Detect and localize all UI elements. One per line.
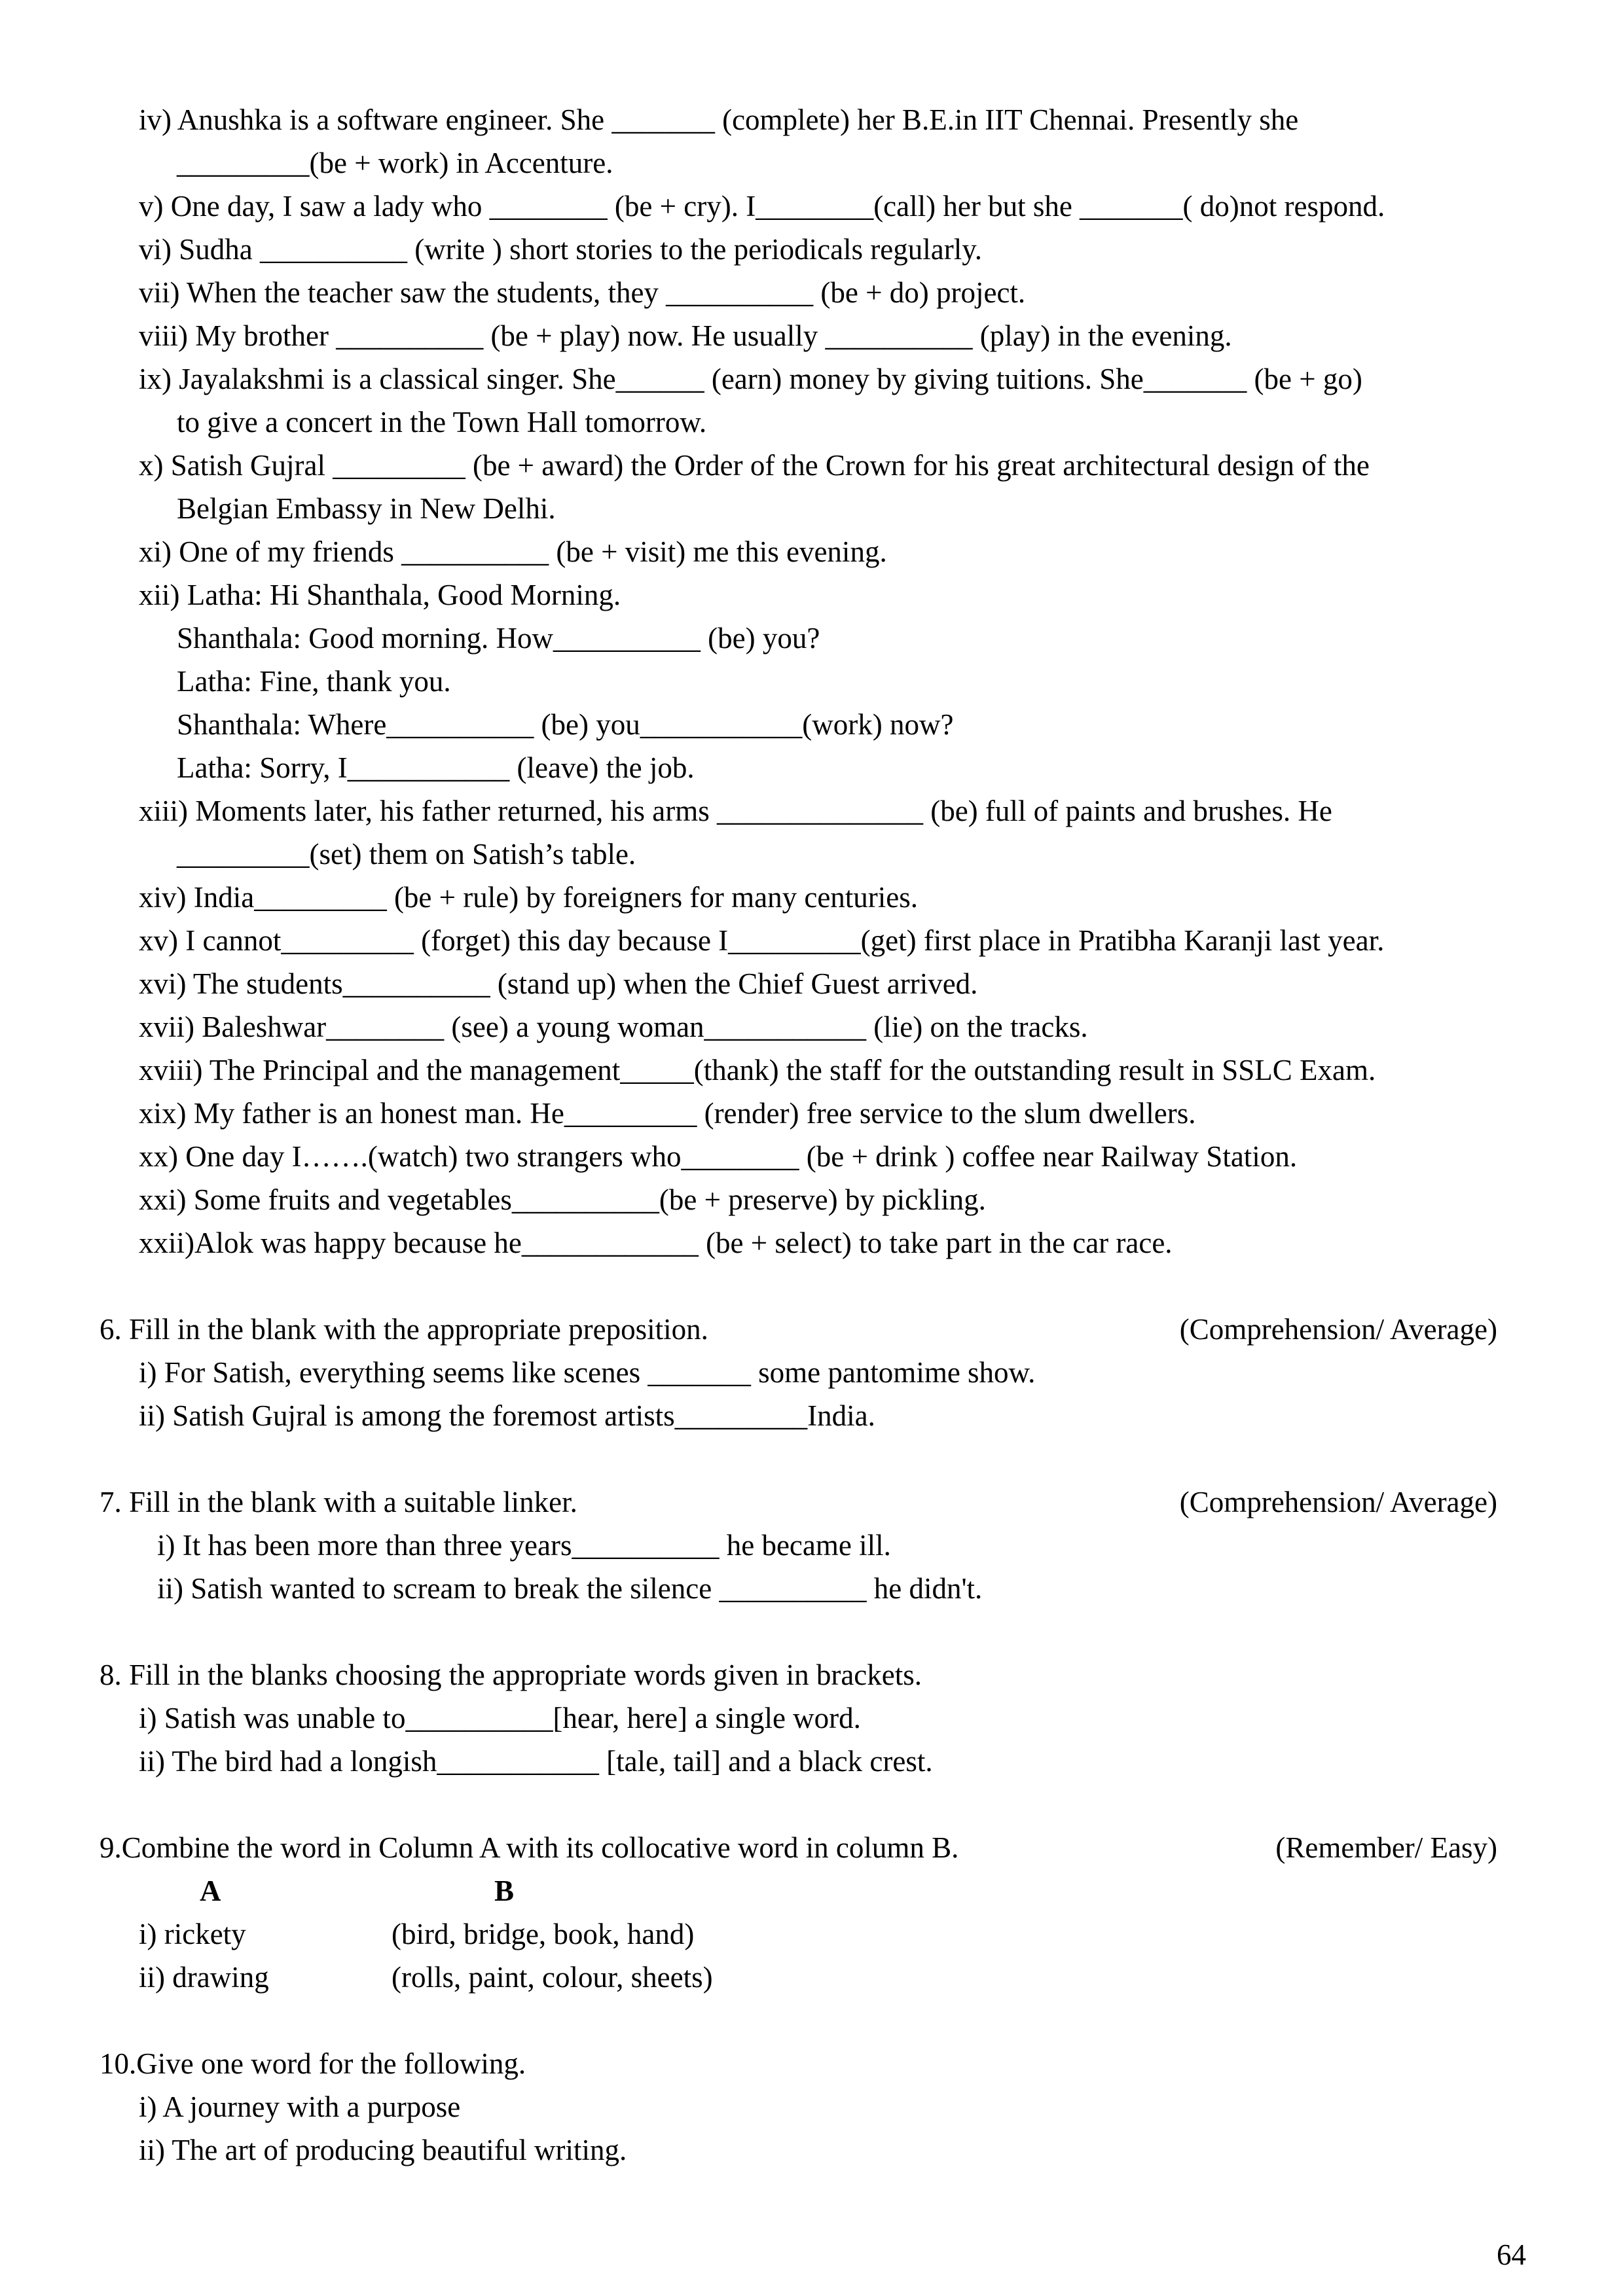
item-ix-line-1-text: ix) Jayalakshmi is a classical singer. She______ (earn) money by giving tuitions. She_______ (be + go) [139, 363, 1362, 395]
item-xvi [0, 962, 1623, 1005]
item-xvii-text: xvii) Baleshwar________ (see) a young woman___________ (lie) on the tracks. [139, 1011, 1088, 1043]
item-xix-text: xix) My father is an honest man. He_________ (render) free service to the slum dwellers. [139, 1097, 1196, 1130]
section-10-title-text: 10.Give one word for the following. [100, 2047, 526, 2080]
section-gap [0, 1437, 1623, 1480]
dialog-shanthala-2 [0, 703, 1623, 746]
section-10-item-ii-text: ii) The art of producing beautiful writing. [139, 2134, 627, 2166]
dialog-shanthala-1 [0, 617, 1623, 660]
section-7-item-i-text: i) It has been more than three years__________ he became ill. [157, 1529, 891, 1562]
section-8-item-i-text: i) Satish was unable to__________[hear, here] a single word. [139, 1702, 861, 1734]
item-xx-text: xx) One day I…….(watch) two strangers who________ (be + drink ) coffee near Railway Station. [139, 1140, 1298, 1173]
section-7-item-ii [0, 1567, 1623, 1610]
section-6-item-ii [0, 1394, 1623, 1437]
item-xiv [0, 876, 1623, 919]
section-6-item-ii-text: ii) Satish Gujral is among the foremost artists_________India. [139, 1399, 875, 1432]
item-v [0, 185, 1623, 228]
item-xii [0, 573, 1623, 617]
item-xiii-line-1-text: xiii) Moments later, his father returned, his arms ______________ (be) full of paints and brushes. He [139, 795, 1332, 827]
item-iv-line-1 [0, 98, 1623, 141]
section-10-item-i-text: i) A journey with a purpose [139, 2090, 461, 2123]
item-xviii [0, 1049, 1623, 1092]
section-9-title-text: 9.Combine the word in Column A with its collocative word in column B. [100, 1831, 959, 1864]
section-10-title [0, 2042, 1623, 2085]
item-xxii-text: xxii)Alok was happy because he____________ (be + select) to take part in the car race. [139, 1227, 1173, 1259]
column-a-header: A [200, 1874, 221, 1907]
column-b-header: B [494, 1874, 515, 1907]
item-xiv-text: xiv) India_________ (be + rule) by foreigners for many centuries. [139, 881, 919, 914]
section-8-item-ii [0, 1740, 1623, 1783]
item-viii-text: viii) My brother __________ (be + play) now. He usually __________ (play) in the evening. [139, 319, 1232, 352]
item-ix-line-2-text: to give a concert in the Town Hall tomorrow. [177, 406, 707, 439]
item-xv-text: xv) I cannot_________ (forget) this day because I_________(get) first place in Pratibha Karanji last year. [139, 924, 1385, 957]
item-xiii-line-1 [0, 789, 1623, 833]
section-8-title [0, 1653, 1623, 1696]
section-gap [0, 1265, 1623, 1308]
collocation-options: (bird, bridge, book, hand) [392, 1918, 695, 1950]
section-6-title-text: 6. Fill in the blank with the appropriate preposition. [100, 1313, 708, 1346]
dialog-latha-2 [0, 746, 1623, 789]
section-7-title-text: 7. Fill in the blank with a suitable linker. [100, 1486, 577, 1518]
item-vi [0, 228, 1623, 271]
section-gap [0, 1783, 1623, 1826]
item-x-line-2 [0, 487, 1623, 530]
cognitive-level-annotation: (Remember/ Easy) [1275, 1831, 1497, 1864]
section-7-title [0, 1480, 1623, 1524]
item-v-text: v) One day, I saw a lady who ________ (be + cry). I________(call) her but she _______( do)not respond. [139, 190, 1385, 223]
dialog-shanthala-2-text: Shanthala: Where__________ (be) you___________(work) now? [177, 708, 954, 741]
item-ix-line-2 [0, 401, 1623, 444]
collocation-options: (rolls, paint, colour, sheets) [392, 1961, 713, 1994]
dialog-shanthala-1-text: Shanthala: Good morning. How__________ (be) you? [177, 622, 820, 655]
collocation-table-row [0, 1912, 1623, 1956]
section-7-item-ii-text: ii) Satish wanted to scream to break the silence __________ he didn't. [157, 1572, 983, 1605]
item-xviii-text: xviii) The Principal and the management_____(thank) the staff for the outstanding result in SSLC Exam. [139, 1054, 1376, 1086]
dialog-latha-2-text: Latha: Sorry, I___________ (leave) the job. [177, 751, 695, 784]
section-8-item-ii-text: ii) The bird had a longish___________ [tale, tail] and a black crest. [139, 1745, 933, 1778]
item-vii-text: vii) When the teacher saw the students, they __________ (be + do) project. [139, 276, 1026, 309]
section-10-item-ii [0, 2128, 1623, 2172]
cognitive-level-annotation: (Comprehension/ Average) [1179, 1313, 1497, 1346]
section-6-item-i-text: i) For Satish, everything seems like scenes _______ some pantomime show. [139, 1356, 1036, 1389]
section-8-title-text: 8. Fill in the blanks choosing the appropriate words given in brackets. [100, 1659, 922, 1691]
section-6-item-i [0, 1351, 1623, 1394]
collocation-word: i) rickety [139, 1918, 246, 1950]
item-x-line-1-text: x) Satish Gujral _________ (be + award) the Order of the Crown for his great architectural design of the [139, 449, 1370, 482]
item-xiii-line-2 [0, 833, 1623, 876]
item-xi [0, 530, 1623, 573]
item-xvii [0, 1005, 1623, 1049]
item-xx [0, 1135, 1623, 1178]
item-vii [0, 271, 1623, 314]
dialog-latha-1-text: Latha: Fine, thank you. [177, 665, 451, 698]
item-viii [0, 314, 1623, 357]
item-iv-line-1-text: iv) Anushka is a software engineer. She _______ (complete) her B.E.in IIT Chennai. Presently she [139, 103, 1299, 136]
section-10-item-i [0, 2085, 1623, 2128]
cognitive-level-annotation: (Comprehension/ Average) [1179, 1486, 1497, 1518]
item-vi-text: vi) Sudha __________ (write ) short stories to the periodicals regularly. [139, 233, 983, 266]
item-x-line-2-text: Belgian Embassy in New Delhi. [177, 492, 556, 525]
item-xxii [0, 1221, 1623, 1265]
section-9-title [0, 1826, 1623, 1869]
item-ix-line-1 [0, 357, 1623, 401]
section-8-item-i [0, 1696, 1623, 1740]
item-x-line-1 [0, 444, 1623, 487]
page-number: 64 [1497, 2238, 1526, 2271]
item-iv-line-2-text: _________(be + work) in Accenture. [177, 147, 613, 179]
worksheet-body [0, 98, 1623, 2172]
section-gap [0, 1999, 1623, 2042]
item-xii-text: xii) Latha: Hi Shanthala, Good Morning. [139, 579, 621, 611]
collocation-table-row [0, 1956, 1623, 1999]
item-xvi-text: xvi) The students__________ (stand up) when the Chief Guest arrived. [139, 967, 978, 1000]
collocation-table-header [0, 1869, 1623, 1912]
item-xix [0, 1092, 1623, 1135]
item-xiii-line-2-text: _________(set) them on Satish’s table. [177, 838, 636, 870]
section-6-title [0, 1308, 1623, 1351]
item-xi-text: xi) One of my friends __________ (be + visit) me this evening. [139, 535, 887, 568]
item-xv [0, 919, 1623, 962]
item-xxi-text: xxi) Some fruits and vegetables__________(be + preserve) by pickling. [139, 1183, 986, 1216]
collocation-word: ii) drawing [139, 1961, 269, 1994]
section-gap [0, 1610, 1623, 1653]
item-xxi [0, 1178, 1623, 1221]
item-iv-line-2 [0, 141, 1623, 185]
dialog-latha-1 [0, 660, 1623, 703]
section-7-item-i [0, 1524, 1623, 1567]
